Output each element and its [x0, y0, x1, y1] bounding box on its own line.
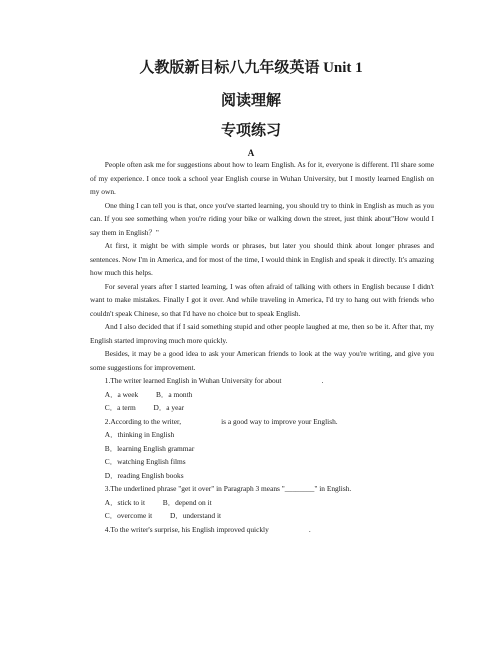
paragraph-4: For several years after I started learning, I was often afraid of talking with others in English because I didn't want to make mistakes. Finally I got it over. And while traveling in America, I'd try to hang out with friends who couldn't speak Chinese, so that I'd have no choice but to speak English. [90, 281, 434, 318]
question-1-options-row-2 [90, 401, 434, 415]
passage-label: A [247, 148, 255, 158]
paragraph-3: At first, it might be with simple words or phrases, but later you should think about longer phrases and sentences. Now I'm in America, and for most of the time, I would think in English and speak it directly. It's amazing how much this helps. [90, 241, 434, 277]
q2-option-d: D．reading English books [104, 470, 184, 480]
paragraph-2: One thing I can tell you is that, once you've started learning, you should try to think in English as much as you can. If you see something when you're riding your bike or walking down the street, just think about"How would I say them in English？" [90, 200, 434, 237]
q1-option-a: A．a week [104, 389, 139, 399]
paragraph-1: People often ask me for suggestions about how to learn English. As for it, everyone is different. I'll share some of my experience. I once took a school year English course in Wuhan University, but I mostly learned English on my own. [90, 160, 434, 196]
paragraph-5: And I also decided that if I said something stupid and other people laughed at me, then so be it. After that, my English started improving much more quickly. [90, 322, 434, 345]
q3-option-d: D．understand it [169, 511, 222, 520]
q3-option-c: C．overcome it [104, 511, 153, 520]
question-3-options-row-2 [90, 509, 434, 523]
passage-body [90, 158, 434, 536]
question-4: 4.To the writer's surprise, his English improved quickly . [104, 524, 311, 534]
question-1-options-row-1 [90, 388, 434, 402]
q2-option-c: C．watching English films [104, 457, 186, 466]
question-3-options-row-1 [90, 496, 434, 510]
document-title: 人教版新目标八九年级英语 Unit 1 [139, 60, 363, 76]
document-section: 专项练习 [220, 123, 281, 139]
q1-option-c: C．a term [104, 403, 136, 412]
q3-option-a: A．stick to it [104, 497, 146, 507]
q2-option-b: B．learning English grammar [104, 443, 195, 453]
question-2-stem-end: is a good way to improve your English. [221, 416, 338, 426]
question-4-stem: 4.To the writer's surprise, his English improved quickly [104, 524, 269, 534]
q1-option-b: B．a month [156, 389, 193, 399]
question-1-stem: 1.The writer learned English in Wuhan University for about [104, 376, 282, 385]
document-subtitle: 阅读理解 [220, 93, 281, 109]
question-2-stem-start: 2.According to the writer, [104, 416, 182, 426]
question-3: 3.The underlined phrase "get it over" in Paragraph 3 means "________" in English. [104, 484, 352, 493]
q3-option-b: B．depend on it [162, 497, 212, 507]
question-2 [90, 415, 434, 429]
paragraph-6: Besides, it may be a good idea to ask your American friends to look at the way you're writing, and give you some suggestions for improvement. [90, 349, 434, 372]
q1-option-d: D．a year [153, 403, 185, 412]
question-1: 1.The writer learned English in Wuhan University for about . [104, 376, 324, 385]
q2-option-a: A．thinking in English [104, 430, 175, 439]
